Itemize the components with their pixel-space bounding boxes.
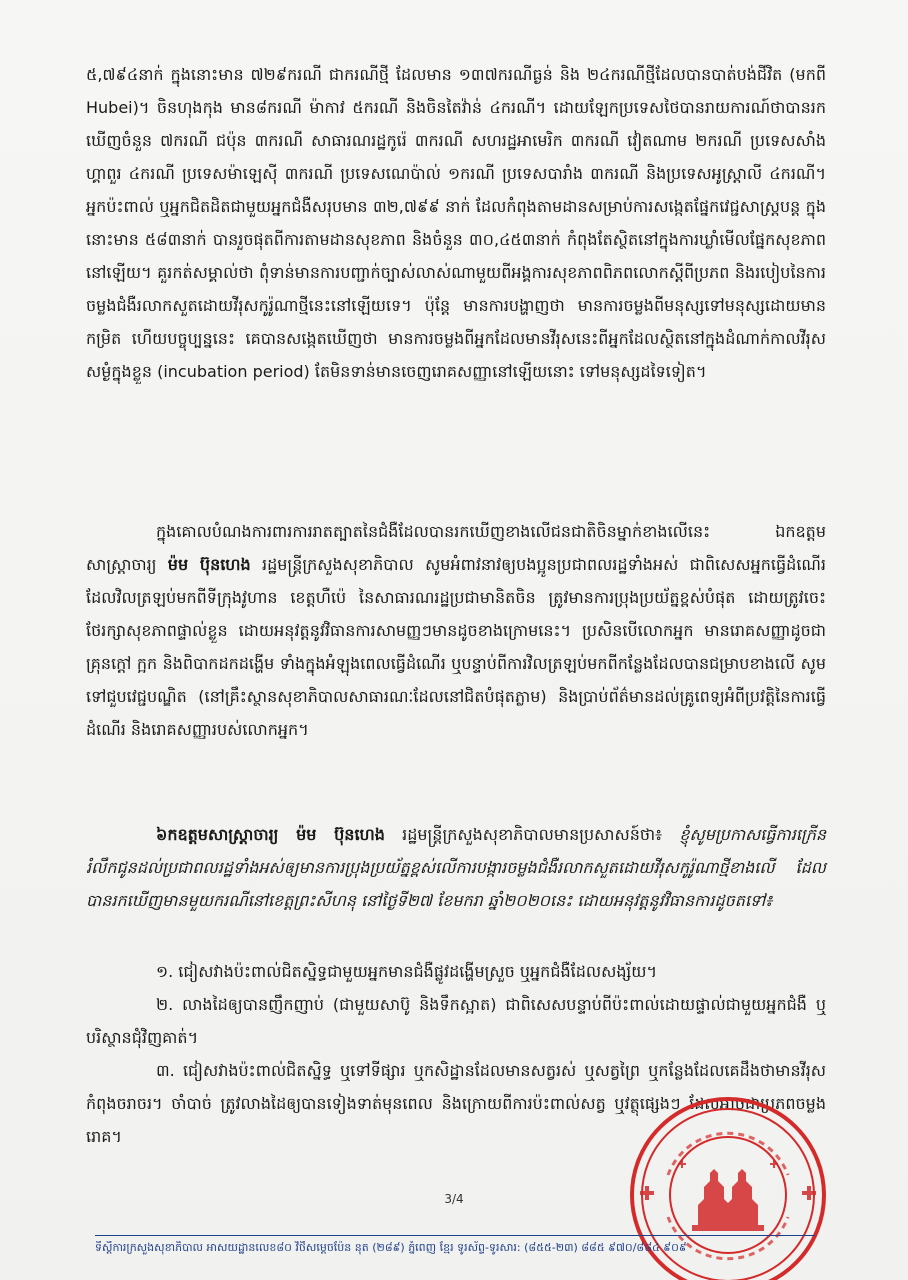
minister-name: ម៉ម ប៊ុនហេង	[167, 555, 251, 574]
paragraph-minister-statement	[86, 818, 826, 917]
paragraph-1: ៥,៧៩៤នាក់ ក្នុងនោះមាន ៧២៩ករណី ជាករណីថ្មី ដែលមាន ១៣៧ករណីធ្ងន់ និង ២៤ករណីថ្មីដែលបានបាត់បង់ជីវិត (មកពី Hubei)។ ចិនហុងកុង មាន៨ករណី ម៉ាកាវ ៥ករណី និងចិនតៃវ៉ាន់ ៤ករណី។ ដោយឡែកប្រទេសថៃបានរាយការណ៍ថាបានរកឃើញចំនួន ៧ករណី ជប៉ុន ៣ករណី សាធារណរដ្ឋកូរ៉េ ៣ករណី សហរដ្ឋអាមេរិក ៣ករណី វៀតណាម ២ករណី ប្រទេសសាំងហ្គាពួរ ៤ករណី ប្រទេសម៉ាឡេស៊ី ៣ករណី ប្រទេសណេប៉ាល់ ១ករណី ប្រទេសបារាំង ៣ករណី និងប្រទេសអូស្ត្រាលី ៤ករណី។ អ្នកប៉ះពាល់ ឬអ្នកជិតដិតជាមួយអ្នកជំងឺសរុបមាន ៣២,៧៩៩ នាក់ ដែលកំពុងតាមដានសម្រាប់ការសង្កេតផ្នែកវេជ្ជសាស្ត្របន្ត ក្នុងនោះមាន ៥៨៣នាក់ បានរួចផុតពីការតាមដានសុខភាព និងចំនួន ៣០,៤៥៣នាក់ កំពុងតែស្ថិតនៅក្នុងការឃ្លាំមើលផ្នែកសុខភាពនៅឡើយ។ គួរកត់សម្គាល់ថា ពុំទាន់មានការបញ្ជាក់ច្បាស់លាស់ណាមួយពីអង្គការសុខភាពពិភពលោកស្ដីពីប្រភព និងរបៀបនៃការចម្លងជំងឺរលាកសួតដោយវីរុសកូរ៉ូណាថ្មីនេះនៅឡើយទេ។ ប៉ុន្តែ មានការបង្ហាញថា មានការចម្លងពីមនុស្សទៅមនុស្សដោយមានកម្រិត ហើយបច្ចុប្បន្ននេះ គេបានសង្កេតឃើញថា មានការចម្លងពីអ្នកដែលមានវីរុសនេះពីអ្នកដែលស្ថិតនៅក្នុងដំណាក់កាលវីរុសសម្ងំក្នុងខ្លួន (incubation period) តែមិនទាន់មានចេញរោគសញ្ញានៅឡើយនោះ ទៅមនុស្សដទៃទៀត។	[86, 65, 826, 381]
page-number: 3/4	[444, 1192, 464, 1206]
paragraph-2-post: រដ្ឋមន្ត្រីក្រសួងសុខាភិបាល សូមអំពាវនាវឲ្យបងប្អូនប្រជាពលរដ្ឋទាំងអស់ ជាពិសេសអ្នកធ្វើដំណើរដែលវិលត្រឡប់មកពីទីក្រុងវូហាន ខេត្តហឺប៉េ នៃសាធារណរដ្ឋប្រជាមានិតចិន ត្រូវមានការប្រុងប្រយ័ត្នខ្ពស់បំផុត ដោយត្រូវចេះថែរក្សាសុខភាពផ្ទាល់ខ្លួន ដោយអនុវត្តនូវវិធានការសាមញ្ញៗមានដូចខាងក្រោមនេះ។ ប្រសិនបើលោកអ្នក មានរោគសញ្ញាដូចជា គ្រុនក្ដៅ ក្អក និងពិបាកដកដង្ហើម ទាំងក្នុងអំឡុងពេលធ្វើដំណើរ ឬបន្ទាប់ពីការវិលត្រឡប់មកពីកន្លែងដែលបានជម្រាបខាងលើ សូមទៅជួបវេជ្ជបណ្ឌិត (នៅគ្រឹះស្ថានសុខាភិបាលសាធារណៈដែលនៅជិតបំផុតភ្លាម) និងប្រាប់ព័ត៌មានដល់គ្រូពេទ្យអំពីប្រវត្តិនៃការធ្វើដំណើរ និងរោគសញ្ញារបស់លោកអ្នក។	[86, 555, 826, 739]
list-item: ២. លាងដៃឲ្យបានញឹកញាប់ (ជាមួយសាប៊ូ និងទឹកស្អាត) ជាពិសេសបន្ទាប់ពីប៉ះពាល់ដោយផ្ទាល់ជាមួយអ្នកជំងឺ ឬបរិស្ថានជុំវិញគាត់។	[86, 995, 826, 1047]
minister-quote: ខ្ញុំសូមប្រកាសធ្វើការក្រើនរំលឹកជូនដល់ប្រជាពលរដ្ឋទាំងអស់ឲ្យមានការប្រុងប្រយ័ត្នខ្ពស់លើការបង្ការចម្លងជំងឺរលាកសួតដោយវីរុសកូរ៉ូណាថ្មីខាងលើ ដែលបានរកឃើញមានមួយករណីនៅខេត្តព្រះសីហនុ នៅថ្ងៃទី២៧ ខែមករា ឆ្នាំ២០២០នេះ ដោយអនុវត្តនូវវិធានការដូចតទៅ៖	[86, 825, 826, 910]
paragraph-2-pre: ក្នុងគោលបំណងការពារការរាតត្បាតនៃជំងឺដែលបានរកឃើញខាងលើជនជាតិចិនម្នាក់ខាងលើនេះ ឯកឧត្តមសាស្ត្រាចារ្យ	[86, 522, 826, 574]
footer-divider	[95, 1235, 815, 1236]
paragraph-appeal	[86, 515, 826, 746]
list-item: ១. ជៀសវាងប៉ះពាល់ជិតស្និទ្ធជាមួយអ្នកមានជំងឺផ្លូវដង្ហើមស្រួច ឬអ្នកជំងឺដែលសង្ស័យ។	[156, 962, 658, 981]
list-item: ៣. ជៀសវាងប៉ះពាល់ជិតស្និទ្ធ ឬទៅទីផ្សារ ឬកសិដ្ឋានដែលមានសត្វរស់ ឬសត្វព្រៃ ឬកន្លែងដែលគេដឹងថាមានវីរុសកំពុងចរាចរ។ ចាំបាច់ ត្រូវលាងដៃឲ្យបានទៀងទាត់មុនពេល និងក្រោយពីការប៉ះពាល់សត្វ ឬវត្ថុផ្សេងៗ ដែលអាចជាប្រភពចម្លងរោគ។	[86, 1061, 826, 1146]
paragraph-3-mid: រដ្ឋមន្ត្រីក្រសួងសុខាភិបាលមានប្រសាសន៍ថា៖	[402, 825, 663, 844]
paragraph-case-summary	[86, 58, 826, 388]
footer-address: ទីស្ដីការក្រសួងសុខាភិបាល អាសយដ្ឋានលេខ៨០ វិថីសម្ដេចប៉ែន នុត (២៨៩) ភ្នំពេញ ខ្មែរ ទូរស័ព្ទ-ទូរសារ: (៨៥៥-២៣) ៨៨៥ ៩៧០/៨៨៤ ៩០៩	[95, 1241, 687, 1254]
minister-title: ៦កឧត្តមសាស្ត្រាចារ្យ ម៉ម ប៊ុនហេង	[156, 825, 385, 844]
